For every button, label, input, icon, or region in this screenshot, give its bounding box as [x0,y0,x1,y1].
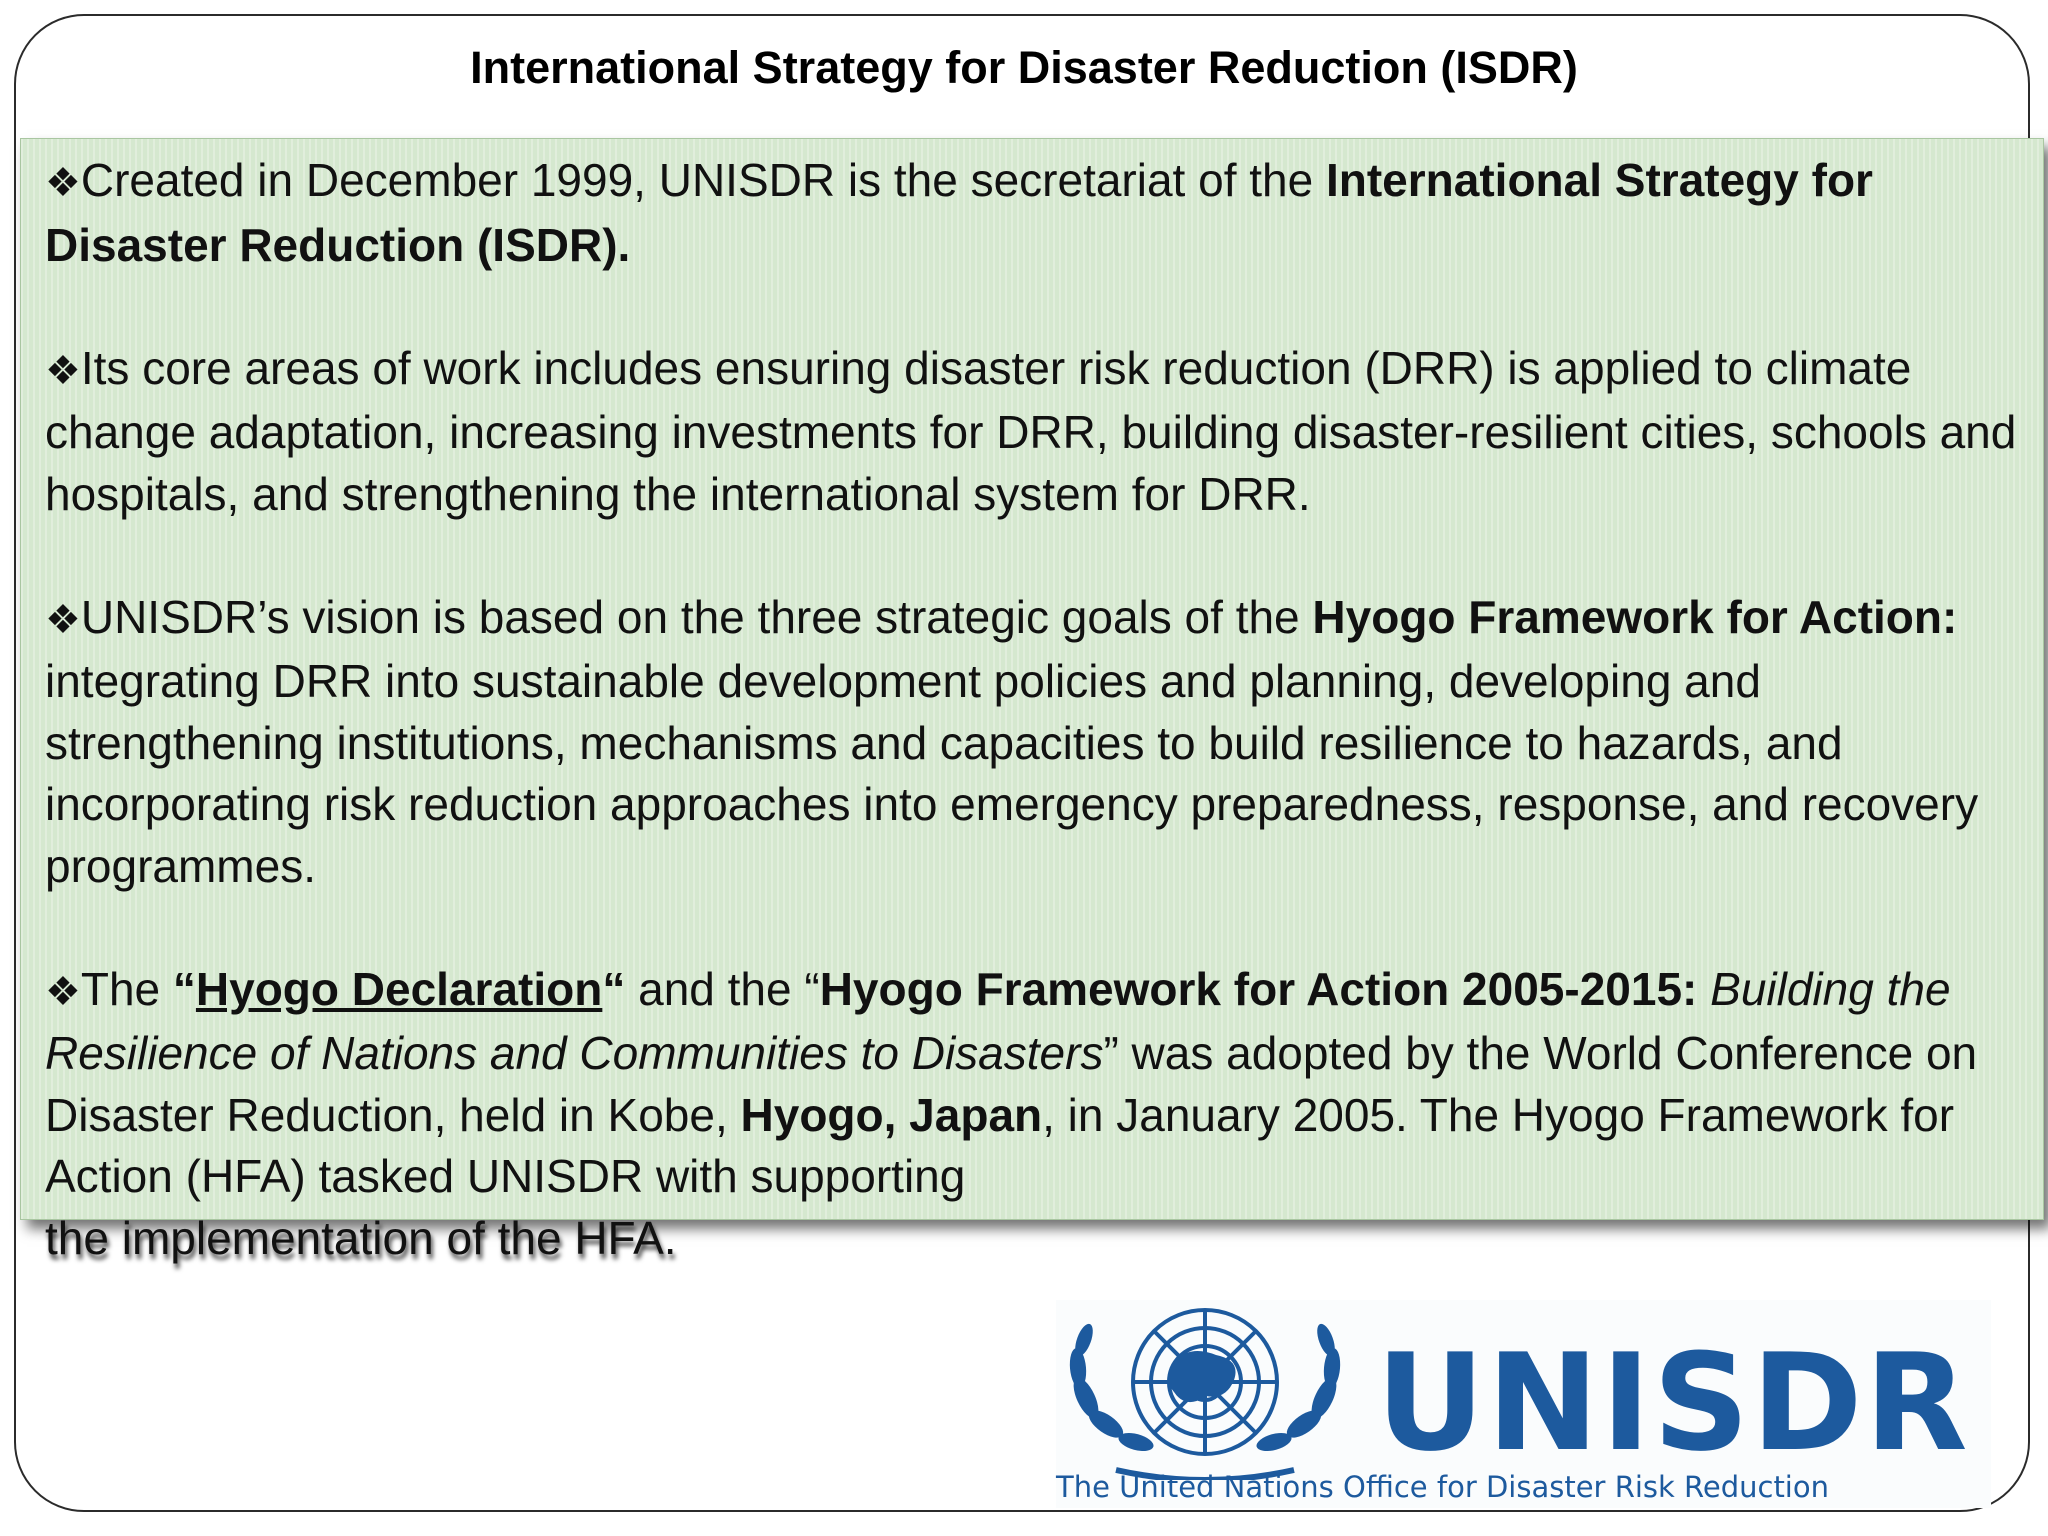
bullet-icon: ❖ [45,348,81,393]
slide-title: International Strategy for Disaster Reduction (ISDR) [470,42,1578,93]
paragraph-1: ❖Created in December 1999, UNISDR is the secretariat of the International Strategy for Disaster Reduction (ISDR). [45,154,1873,271]
hyogo-declaration-link[interactable]: Hyogo Declaration [195,962,603,1015]
logo-wordmark: UNISDR [1376,1325,1970,1481]
bullet-icon: ❖ [45,969,81,1014]
overflow-line: the implementation of the HFA. [45,1211,677,1264]
unisdr-logo [1056,1300,1991,1508]
paragraph-3: ❖UNISDR’s vision is based on the three strategic goals of the Hyogo Framework for Action: integrating DRR into sustainable development policies and planning, developing and strengthening institutions, mechanisms and capacities to build resilience to hazards, and incorporating risk reduction approaches into emergency preparedness, response, and recovery programmes. [45,590,1979,892]
bullet-icon: ❖ [45,597,81,642]
bullet-icon: ❖ [45,161,81,205]
un-emblem-icon [1056,1300,1354,1480]
paragraph-4: ❖The “Hyogo Declaration“ and the “Hyogo Framework for Action 2005-2015: Building the Resilience of Nations and Communities to Disasters” was adopted by the World Conference on Disaster Reduction, held in Kobe, Hyogo, Japan, in January 2005. The Hyogo Framework for Action (HFA) tasked UNISDR with supporting the implementation of the HFA. [45,962,1978,1264]
logo-tagline: The United Nations Office for Disaster Risk Reduction [1056,1470,1829,1504]
content-text [45,150,2035,1269]
paragraph-2: ❖Its core areas of work includes ensuring disaster risk reduction (DRR) is applied to climate change adaptation, increasing investments for DRR, building disaster-resilient cities, schools and hospitals, and strengthening the international system for DRR. [45,341,2017,520]
